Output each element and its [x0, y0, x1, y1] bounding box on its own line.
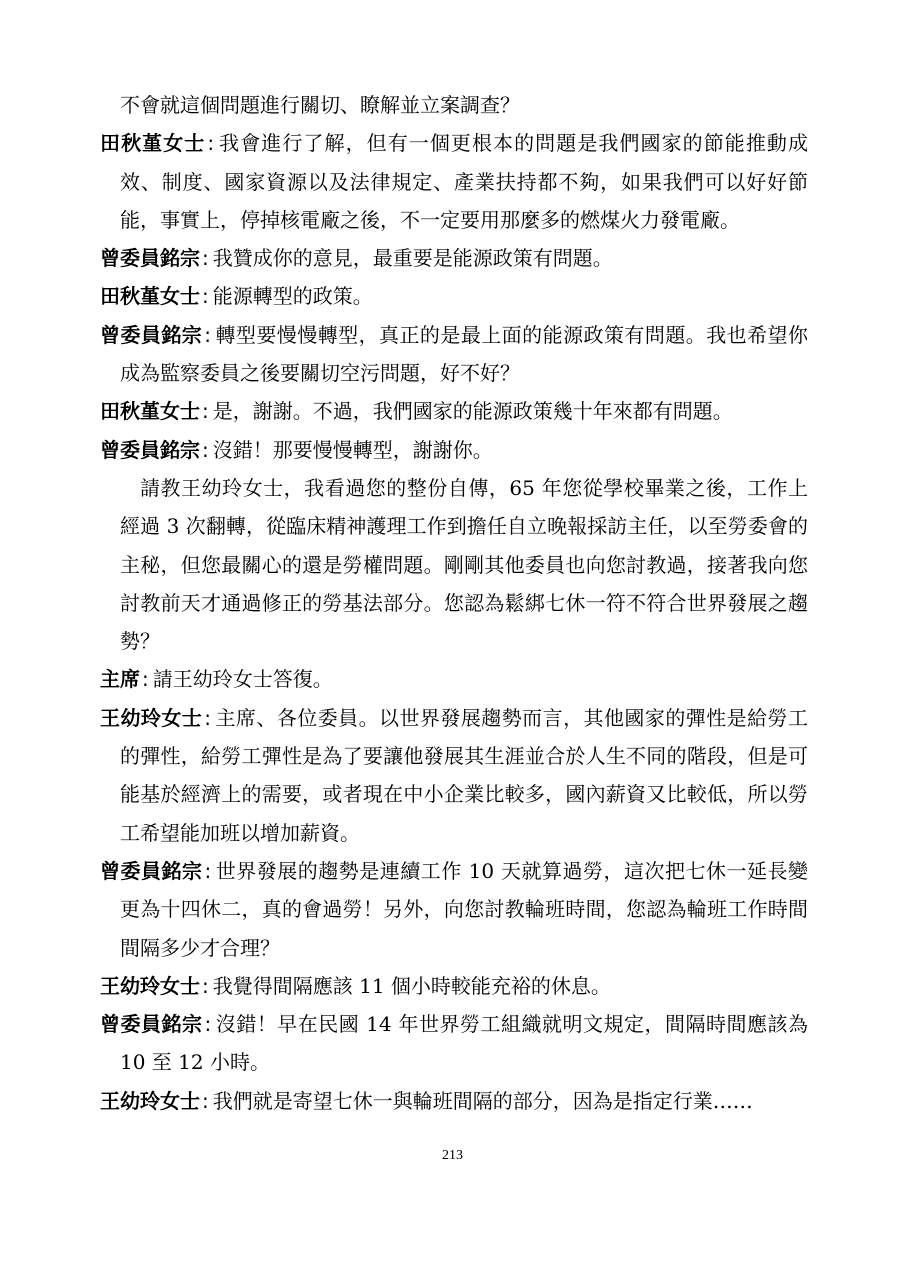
- speaker-name: 王幼玲女士: [100, 705, 203, 730]
- speech-text: 是，謝謝。不過，我們國家的能源政策幾十年來都有問題。: [212, 399, 733, 424]
- speaker-colon: :: [204, 322, 211, 347]
- speaker-colon: :: [204, 705, 211, 730]
- transcript-paragraph: [100, 1005, 808, 1082]
- speech-text: 沒錯！早在民國 14 年世界勞工組織就明文規定，間隔時間應該為 10 至 12 小時。: [120, 1012, 808, 1075]
- speaker-colon: :: [202, 437, 209, 462]
- speech-text: 不會就這個問題進行關切、瞭解並立案調查？: [120, 93, 520, 117]
- speech-text: 轉型要慢慢轉型，真正的是最上面的能源政策有問題。我也希望你成為監察委員之後要關切空污問題，好不好？: [120, 322, 809, 386]
- speaker-name: 主席: [100, 667, 140, 692]
- transcript-body: [100, 86, 808, 1120]
- transcript-paragraph: [100, 967, 808, 1005]
- speaker-name: 曾委員銘宗: [100, 1012, 203, 1037]
- speaker-name: 王幼玲女士: [100, 973, 200, 998]
- speaker-name: 曾委員銘宗: [100, 437, 200, 462]
- transcript-paragraph: [100, 431, 808, 469]
- speaker-colon: :: [202, 246, 209, 271]
- speaker-name: 王幼玲女士: [100, 1088, 200, 1113]
- speaker-colon: :: [204, 858, 212, 883]
- speech-text: 主席、各位委員。以世界發展趨勢而言，其他國家的彈性是給勞工的彈性，給勞工彈性是為了要讓他發展其生涯並合於人生不同的階段，但是可能基於經濟上的需要，或者現在中小企業比較多，國內薪資又比較低，所以勞工希望能加班以增加薪資。: [120, 705, 809, 845]
- speech-text: 我會進行了解，但有一個更根本的問題是我們國家的節能推動成效、制度、國家資源以及法律規定、產業扶持都不夠，如果我們可以好好節能，事實上，停掉核電廠之後，不一定要用那麼多的燃煤火力發電廠。: [120, 131, 809, 232]
- transcript-paragraph: [100, 469, 808, 660]
- speaker-colon: :: [142, 667, 149, 692]
- transcript-paragraph: [100, 239, 808, 277]
- speaker-name: 田秋堇女士: [100, 131, 206, 156]
- speech-text: 我贊成你的意見，最重要是能源政策有問題。: [212, 246, 613, 271]
- speech-text: 我們就是寄望七休一與輪班間隔的部分，因為是指定行業……: [212, 1088, 753, 1113]
- transcript-paragraph: [100, 124, 808, 239]
- speaker-name: 田秋堇女士: [100, 284, 200, 309]
- transcript-paragraph: [100, 852, 808, 967]
- speaker-name: 曾委員銘宗: [100, 322, 203, 347]
- speech-text: 請王幼玲女士答復。: [152, 667, 333, 692]
- transcript-paragraph: [100, 316, 808, 393]
- speech-text: 我覺得間隔應該 11 個小時較能充裕的休息。: [212, 973, 611, 998]
- transcript-paragraph: [100, 392, 808, 430]
- speaker-colon: :: [202, 1088, 209, 1113]
- speech-text: 沒錯！那要慢慢轉型，謝謝你。: [212, 437, 493, 462]
- transcript-paragraph: [100, 86, 808, 124]
- page-number: 213: [442, 1148, 463, 1163]
- speaker-colon: :: [202, 973, 209, 998]
- speech-text: 能源轉型的政策。: [212, 284, 373, 309]
- speech-text: 請教王幼玲女士，我看過您的整份自傳，65 年您從學校畢業之後，工作上經過 3 次翻轉，從臨床精神護理工作到擔任自立晚報採訪主任，以至勞委會的主秘，但您最關心的還是勞權問題。剛剛其他委員也向您討教過，接著我向您討教前天才通過修正的勞基法部分。您認為鬆綁七休一符不符合世界發展之趨勢？: [120, 475, 808, 654]
- speaker-name: 曾委員銘宗: [100, 246, 200, 271]
- speaker-colon: :: [202, 284, 209, 309]
- transcript-paragraph: [100, 699, 808, 852]
- speaker-colon: :: [207, 131, 215, 156]
- speaker-colon: :: [204, 1012, 212, 1037]
- transcript-paragraph: [100, 660, 808, 698]
- speaker-colon: :: [202, 399, 209, 424]
- speaker-name: 田秋堇女士: [100, 399, 200, 424]
- transcript-paragraph: [100, 277, 808, 315]
- transcript-paragraph: [100, 1082, 808, 1120]
- speaker-name: 曾委員銘宗: [100, 858, 203, 883]
- speech-text: 世界發展的趨勢是連續工作 10 天就算過勞，這次把七休一延長變更為十四休二，真的會過勞！另外，向您討教輪班時間，您認為輪班工作時間間隔多少才合理？: [120, 858, 808, 960]
